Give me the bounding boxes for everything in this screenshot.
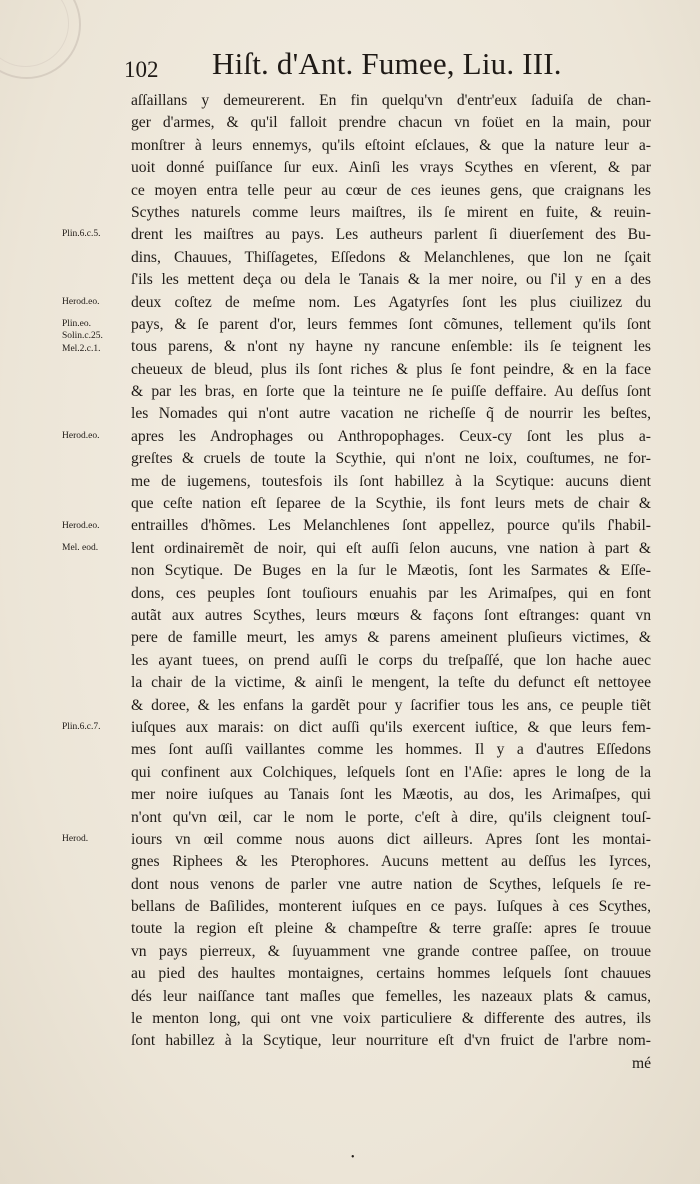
text-line: mer noire iuſques au Tanais ſont les Mæotis, au dos, les Arimaſpes, qui xyxy=(131,786,651,804)
text-line: que ceſte nation eſt ſeparee de la Scythie, ils font leurs mets de chair & xyxy=(131,495,651,513)
text-line: iours vn œil comme nous auons dict ailleurs. Apres ſont les montai- xyxy=(131,830,651,848)
text-line: apres les Androphages ou Anthropophages. Ceux-cy ſont les plus a- xyxy=(131,427,651,445)
text-line: autãt aux autres Scythes, leurs mœurs & façons ſont eſtranges: quant vn xyxy=(131,606,651,624)
text-line: mes ſont auſſi vaillantes comme les hommes. Il y a d'autres Eſſedons xyxy=(131,741,651,759)
margin-note: Plin.6.c.7. xyxy=(62,722,101,733)
text-line: gnes Riphees & les Pterophores. Aucuns mettent au deſſus les Iyrces, xyxy=(131,853,651,871)
running-title: Hiſt. d'Ant. Fumee, Liu. III. xyxy=(212,46,562,81)
text-line: lent ordinairemẽt de noir, qui eſt auſſi ſelon aucuns, vne nation à part & xyxy=(131,539,651,557)
text-line: non Scytique. De Buges en la ſur le Mæotis, ſont les Sarmates & Eſſe- xyxy=(131,562,651,580)
margin-note: Plin.eo. xyxy=(62,319,92,329)
margin-note: Herod.eo. xyxy=(62,431,100,441)
text-line: dont nous venons de parler vne autre nation de Scythes, leſquels ſe re- xyxy=(131,875,651,893)
text-line: dés leur naiſſance tant maſles que femelles, les nazeaux plats & camus, xyxy=(131,987,651,1005)
text-line: bellans de Baſilides, monterent iuſques en ce pays. Iuſques à ces Scythes, xyxy=(131,898,651,916)
text-line: n'ont qu'vn œil, car le nom le porte, c'eſt à dire, qu'ils cleignent touſ- xyxy=(131,808,651,826)
footer-mark: • xyxy=(351,1152,355,1163)
text-line: dons, ces peuples ſont touſiours enuahis par les Arimaſpes, qui en font xyxy=(131,584,651,602)
margin-notes xyxy=(62,0,128,1184)
text-line: & par les bras, en ſorte que la teinture ne ſe puiſſe deffaire. Au deſſus ſont xyxy=(131,383,651,401)
text-line: entrailles d'hõmes. Les Melanchlenes ſont appellez, pource qu'ils ſ'habil- xyxy=(131,517,651,535)
margin-note: Herod. xyxy=(62,834,89,845)
text-line: les ayant tuees, on prend auſſi le corps du treſpaſſé, que lon hache auec xyxy=(131,651,651,669)
text-line: qui confinent aux Colchiques, leſquels ſont en l'Aſie: apres le long de la xyxy=(131,763,651,781)
text-line: cheueux de bleud, plus ils ſont riches & plus ſe font peindre, & en la face xyxy=(131,360,651,378)
text-line: iuſques aux marais: on dict auſſi qu'ils exercent iuſtice, & que leurs fem- xyxy=(131,718,651,736)
text-line: la chair de la victime, & ainſi le mengent, la teſte du defunct eſt nettoyee xyxy=(131,674,651,692)
text-line: toute la region eſt pleine & champeſtre & terre graſſe: apres ſe trouue xyxy=(131,920,651,938)
text-line: greſtes & cruels de toute la Scythie, qui n'ont ne loix, couſtumes, ne for- xyxy=(131,450,651,468)
text-line: ce moyen entra telle peur au cœur de ces ieunes gens, que craignans les xyxy=(131,181,651,199)
page-header xyxy=(124,48,564,88)
text-line: vn pays pierreux, & ſuyuamment vne grande contree paſſee, on trouue xyxy=(131,942,651,960)
text-line: au pied des haultes montaignes, certains hommes leſquels ſont chauues xyxy=(131,965,651,983)
text-line: pays, & ſe parent d'or, leurs femmes ſont cõmunes, tellement qu'ils ſont xyxy=(131,315,651,333)
text-line: dins, Chauues, Thiſſagetes, Eſſedons & Melanchlenes, que lon ne ſçait xyxy=(131,248,651,266)
text-line: monſtrer à leurs ennemys, qu'ils eſtoint eſclaues, & que la nature leur a- xyxy=(131,136,651,154)
margin-note: Herod.eo. xyxy=(62,520,100,531)
text-line: drent les maiſtres au pays. Les autheurs parlent ſi diuerſement des Bu- xyxy=(131,226,651,244)
text-line: pere de famille meurt, les amys & parens ameinent pluſieurs victimes, & xyxy=(131,629,651,647)
text-line: mé xyxy=(631,1054,651,1072)
text-line: ſ'ils les mettent deça ou dela le Tanais & la mer noire, ou ſ'il y en a des xyxy=(131,271,651,289)
margin-note: Mel. eod. xyxy=(62,543,99,553)
text-line: le menton long, qui ont vne voix particuliere & differente des autres, ils xyxy=(131,1010,651,1028)
text-line: me de iugemens, toutesfois ils ſont habillez à la Scytique: aucuns dient xyxy=(131,472,651,490)
margin-note: Herod.eo. xyxy=(62,296,100,307)
body-text xyxy=(131,90,651,1075)
text-line: uoit donné puiſſance ſur eux. Ainſi les vrays Scythes en vſerent, & par xyxy=(131,159,651,177)
text-line: deux coſtez de meſme nom. Les Agatyrſes ſont les plus ciuilizez du xyxy=(131,293,651,311)
page-number: 102 xyxy=(124,57,159,82)
text-line: Scythes naturels comme leurs maiſtres, ils ſe mirent en fuite, & reuin- xyxy=(131,203,651,221)
text-line: ger d'armes, & qu'il falloit prendre chacun vn foüet en la main, pour xyxy=(131,114,651,132)
margin-note: Plin.6.c.5. xyxy=(62,229,101,240)
text-line: ſont habillez à la Scytique, leur nourriture eſt d'vn fruict de l'arbre nom- xyxy=(131,1032,651,1050)
text-line: tous parens, & n'ont ny hayne ny rancune enſemble: ils ſe teignent les xyxy=(131,338,651,356)
margin-note: Mel.2.c.1. xyxy=(62,343,101,354)
text-line: aſſaillans y demeurerent. En fin quelqu'vn d'entr'eux ſaduiſa de chan- xyxy=(131,92,651,109)
text-line: & doree, & les enfans la gardẽt pour y ſacrifier tous les ans, ce peuple tiẽt xyxy=(131,696,651,714)
margin-note: Solin.c.25. xyxy=(62,331,103,342)
text-line: les Nomades qui n'ont autre vacation ne richeſſe q̃ de nourrir les beſtes, xyxy=(131,405,651,423)
